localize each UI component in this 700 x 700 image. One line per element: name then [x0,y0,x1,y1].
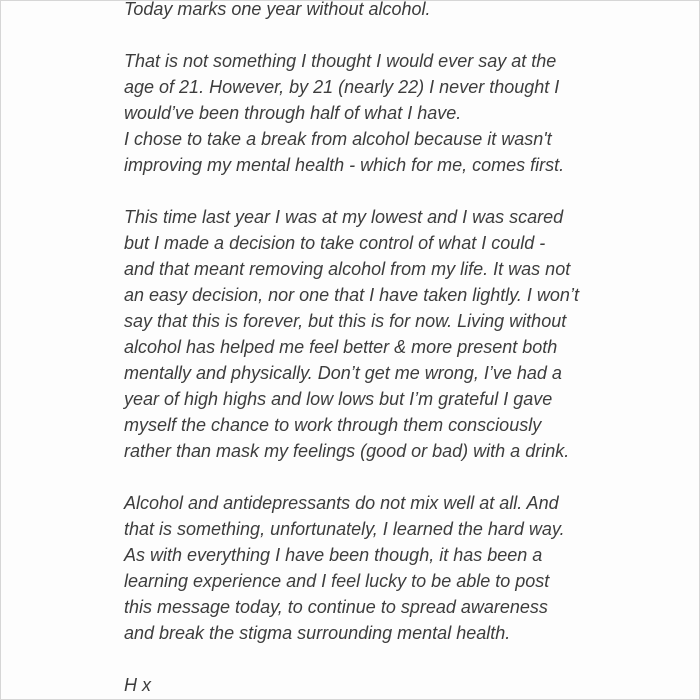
text-line: myself the chance to work through them consciously [124,415,542,435]
text-line: learning experience and I feel lucky to be able to post [124,571,550,591]
text-line: that is something, unfortunately, I learned the hard way. [124,519,565,539]
text-line: rather than mask my feelings (good or bad) with a drink. [124,441,570,461]
text-line: would’ve been through half of what I have. [124,103,462,123]
text-line: This time last year I was at my lowest and I was scared [124,207,564,227]
text-line: That is not something I thought I would ever say at the [124,51,557,71]
text-line: mentally and physically. Don’t get me wrong, I’ve had a [124,363,562,383]
text-line: age of 21. However, by 21 (nearly 22) I never thought I [124,77,560,97]
text-line: Alcohol and antidepressants do not mix well at all. And [124,493,559,513]
paragraph [124,672,579,698]
text-line: say that this is forever, but this is for now. Living without [124,311,567,331]
text-line: alcohol has helped me feel better & more present both [124,337,558,357]
text-line: this message today, to continue to spread awareness [124,597,548,617]
text-line: I chose to take a break from alcohol because it wasn't [124,129,552,149]
text-line: and break the stigma surrounding mental health. [124,623,511,643]
paragraph [124,490,579,646]
text-line: Today marks one year without alcohol. [124,0,431,19]
text-line: and that meant removing alcohol from my life. It was not [124,259,571,279]
text-line: H x [124,675,151,695]
text-line: year of high highs and low lows but I’m grateful I gave [124,389,553,409]
text-line: but I made a decision to take control of what I could - [124,233,546,253]
text-line: As with everything I have been though, it has been a [124,545,543,565]
paragraph [124,0,579,22]
paragraph [124,204,579,464]
text-line: improving my mental health - which for me, comes first. [124,155,565,175]
post-text [124,0,579,700]
paragraph [124,48,579,178]
text-line: an easy decision, nor one that I have taken lightly. I won’t [124,285,579,305]
